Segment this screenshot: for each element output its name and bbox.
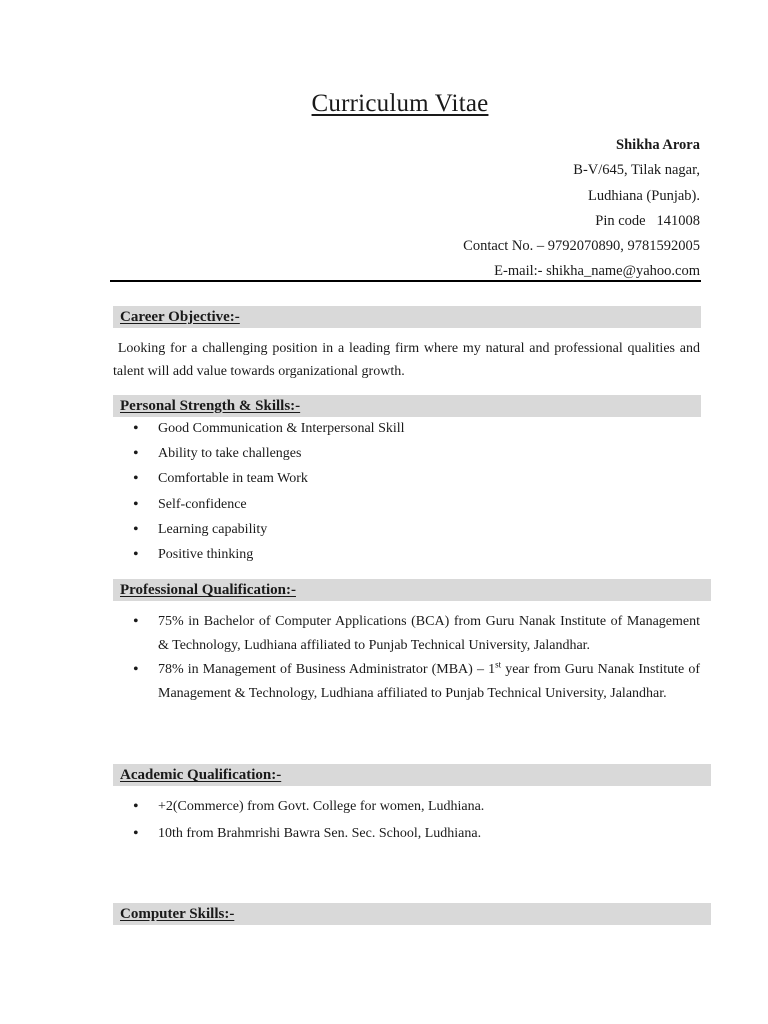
ordinal-suffix: st xyxy=(495,659,502,670)
contact-number: Contact No. – 9792070890, 9781592005 xyxy=(463,238,700,255)
list-item: • Learning capability xyxy=(113,517,700,542)
list-item: • Good Communication & Interpersonal Skill xyxy=(113,416,700,441)
list-item xyxy=(113,658,700,706)
mba-text-continued: year from Guru Nanak Institute of Management & Technology, Ludhiana affiliated to Punjab Technical University, Jalandhar. xyxy=(158,662,700,701)
header-divider xyxy=(110,280,701,282)
academic-qualification-heading xyxy=(113,764,711,786)
list-item: • 10th from Brahmrishi Bawra Sen. Sec. School, Ludhiana. xyxy=(113,821,700,848)
address-line-1: B-V/645, Tilak nagar, xyxy=(573,162,700,179)
career-objective-heading xyxy=(113,306,701,328)
computer-skills-heading xyxy=(113,903,711,925)
academic-qualification-list xyxy=(113,794,700,847)
list-item: • Self-confidence xyxy=(113,492,700,517)
mba-text: 78% in Management of Business Administrator (MBA) – 1 xyxy=(158,662,496,677)
email-address: E-mail:- shikha_name@yahoo.com xyxy=(494,263,700,280)
address-line-2: Ludhiana (Punjab). xyxy=(588,187,700,204)
personal-strength-heading xyxy=(113,395,701,417)
personal-strength-heading-text: Personal Strength & Skills:- xyxy=(120,398,301,414)
contact-block xyxy=(340,133,700,285)
professional-qualification-list xyxy=(113,610,700,706)
computer-skills-heading-text: Computer Skills:- xyxy=(120,906,235,922)
professional-qualification-heading xyxy=(113,579,711,601)
list-item: • Ability to take challenges xyxy=(113,441,700,466)
professional-qualification-heading-text: Professional Qualification:- xyxy=(120,582,296,598)
candidate-name: Shikha Arora xyxy=(616,137,700,153)
academic-qualification-heading-text: Academic Qualification:- xyxy=(120,767,282,783)
pin-code: Pin code 141008 xyxy=(595,212,700,229)
list-item: • Positive thinking xyxy=(113,542,700,567)
personal-strength-list xyxy=(113,416,700,567)
list-item: • +2(Commerce) from Govt. College for women, Ludhiana. xyxy=(113,794,700,821)
career-objective-text: Looking for a challenging position in a leading firm where my natural and professional qualities and talent will add value towards organizational growth. xyxy=(113,341,704,379)
list-item: • 75% in Bachelor of Computer Applications (BCA) from Guru Nanak Institute of Management & Technology, Ludhiana affiliated to Punjab Technical University, Jalandhar. xyxy=(113,610,700,658)
career-objective-heading-text: Career Objective:- xyxy=(120,309,240,325)
document-title: Curriculum Vitae xyxy=(311,90,489,117)
list-item: • Comfortable in team Work xyxy=(113,466,700,491)
